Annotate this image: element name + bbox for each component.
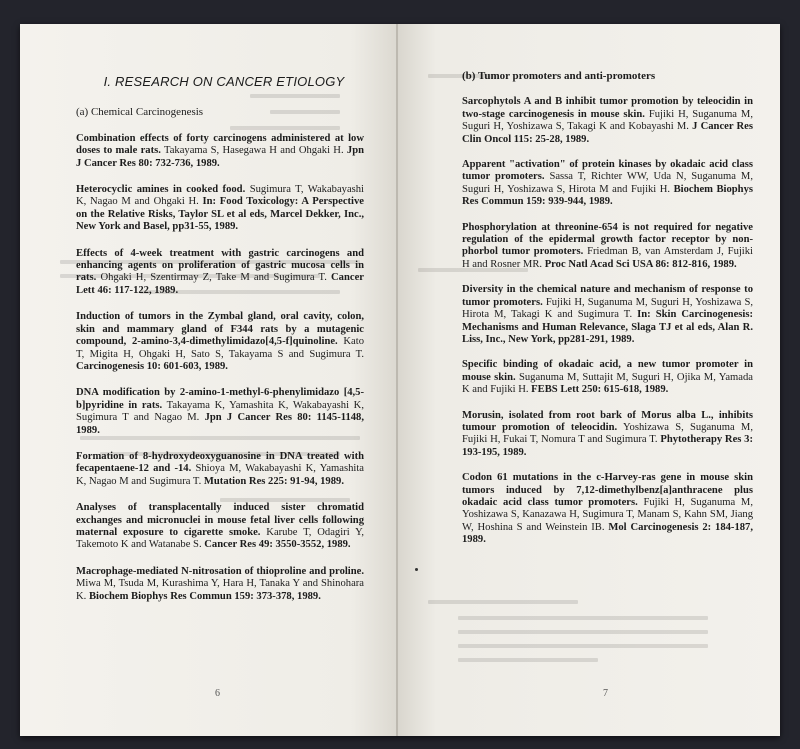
reference-entry xyxy=(76,387,364,437)
reference-entry xyxy=(76,184,364,234)
reference-title: Formation of 8-hydroxydeoxyguanosine in DNA treated with fecapentaene-12 and -14. xyxy=(76,450,364,475)
reference-title: Phosphorylation at threonine-654 is not required for negative regulation of the epidermal growth factor receptor by non-phorbol tumor promoters. xyxy=(462,221,753,258)
reference-title: Macrophage-mediated N-nitrosation of thioproline and proline. xyxy=(76,565,364,577)
stray-ink-dot xyxy=(415,568,418,571)
page-number-left: 6 xyxy=(215,688,220,699)
reference-title: Combination effects of forty carcinogens administered at low doses to male rats. xyxy=(76,132,364,157)
reference-authors: Ohgaki H, Szentirmay Z, Take M and Sugimura T. xyxy=(100,272,327,284)
reference-citation: Cancer Lett 46: 117-122, 1989. xyxy=(76,272,364,296)
page-number-right: 7 xyxy=(603,688,608,699)
right-page xyxy=(398,24,780,736)
reference-authors: Friedman B, van Amsterdam J, Fujiki H and Rosner MR. xyxy=(462,246,753,270)
reference-entry xyxy=(462,359,753,396)
reference-title: Effects of 4-week treatment with gastric carcinogens and enhancing agents on proliferation of gastric mucosa cells in rats. xyxy=(76,247,364,284)
reference-title: Sarcophytols A and B inhibit tumor promotion by teleocidin in two-stage carcinogenesis in mouse skin. xyxy=(462,96,753,120)
reference-citation: Biochem Biophys Res Commun 159: 939-944, 1989. xyxy=(462,183,753,208)
reference-entry xyxy=(462,472,753,546)
subheading-chemical-carcinogenesis: (a) Chemical Carcinogenesis xyxy=(76,106,204,119)
subheading-tumor-promoters: (b) Tumor promoters and anti-promoters xyxy=(462,70,656,82)
reference-title: Diversity in the chemical nature and mechanism of response to tumor promoters. xyxy=(462,284,753,308)
reference-authors: Kato T, Migita H, Ohgaki H, Sato S, Takayama S and Sugimura T. xyxy=(76,336,364,360)
reference-authors: Takayama S, Hasegawa H and Ohgaki H. xyxy=(164,145,344,157)
reference-entry xyxy=(76,133,364,170)
reference-authors: Miwa M, Tsuda M, Kurashima Y, Hara H, Tanaka Y and Shinohara K. xyxy=(76,578,364,602)
reference-title: DNA modification by 2-amino-1-methyl-6-phenylimidazo [4,5-b]pyridine in rats. xyxy=(76,387,364,411)
reference-citation: Cancer Res 49: 3550-3552, 1989. xyxy=(204,539,351,551)
reference-citation: FEBS Lett 250: 615-618, 1989. xyxy=(531,384,669,396)
right-page-content xyxy=(462,70,753,560)
reference-entry xyxy=(462,159,753,209)
reference-authors: Shioya M, Wakabayashi K, Yamashita K, Nagao M and Sugimura T. xyxy=(76,463,364,487)
reference-authors: Fujiki H, Suganuma M, Suguri H, Yoshizawa S, Takagi K and Kobayashi M. xyxy=(462,108,753,133)
reference-citation: Phytotherapy Res 3: 193-195, 1989. xyxy=(462,434,753,458)
reference-citation: Jpn J Cancer Res 80: 1145-1148, 1989. xyxy=(76,412,364,436)
reference-citation: In: Food Toxicology: A Perspective on the Relative Risks, Taylor SL et al eds, Marcel Dekker, Inc., New York and Basel, pp31-55, 1989. xyxy=(76,196,364,233)
reference-entry xyxy=(76,566,364,603)
reference-entry xyxy=(76,248,364,298)
reference-authors: Karube T, Odagiri Y, Takemoto K and Watanabe S. xyxy=(76,526,365,551)
reference-citation: Jpn J Cancer Res 80: 732-736, 1989. xyxy=(76,145,364,169)
reference-citation: Proc Natl Acad Sci USA 86: 812-816, 1989. xyxy=(544,258,737,270)
reference-title: Codon 61 mutations in the c-Harvey-ras gene in mouse skin tumors induced by 7,12-dimethylbenz[a]anthracene plus okadaic acid class tumor promoters. xyxy=(462,472,753,508)
reference-entry xyxy=(462,410,753,460)
booklet xyxy=(20,24,780,736)
left-page xyxy=(20,24,396,736)
reference-citation: Biochem Biophys Res Commun 159: 373-378, 1989. xyxy=(88,590,321,602)
reference-authors: Suganuma M, Suttajit M, Suguri H, Ojika M, Yamada K and Fujiki H. xyxy=(462,371,753,396)
reference-entry xyxy=(462,222,753,272)
reference-authors: Yoshizawa S, Suganuma M, Fujiki H, Fukai T, Nomura T and Sugimura T. xyxy=(462,421,753,446)
reference-citation: In: Skin Carcinogenesis: Mechanisms and Human Relevance, Slaga TJ et al eds, Alan R. Liss, Inc., New York, pp281-291, 1989. xyxy=(462,309,753,345)
reference-entry xyxy=(462,284,753,346)
reference-citation: Mol Carcinogenesis 2: 184-187, 1989. xyxy=(462,521,753,546)
reference-title: Apparent "activation" of protein kinases by okadaic acid class tumor promoters. xyxy=(462,159,753,183)
reference-entry xyxy=(76,502,364,552)
reference-citation: J Cancer Res Clin Oncol 115: 25-28, 1989. xyxy=(462,121,754,145)
reference-entry xyxy=(76,311,364,373)
reference-title: Induction of tumors in the Zymbal gland, oral cavity, colon, skin and mammary gland of F344 rats by a mutagenic compound, 2-amino-3,4-dimethylimidazo[4,5-f]quinoline. xyxy=(76,311,364,348)
reference-title: Heterocyclic amines in cooked food. xyxy=(76,184,246,196)
left-page-content xyxy=(76,76,364,617)
reference-authors: Sassa T, Richter WW, Uda N, Suganuma M, Suguri H, Yoshizawa S, Hirota M and Fujiki H. xyxy=(462,171,753,195)
reference-entry xyxy=(462,96,753,146)
reference-title: Analyses of transplacentally induced sister chromatid exchanges and micronuclei in mouse fetal liver cells following maternal exposure to cigarette smoke. xyxy=(76,502,364,538)
reference-title: Specific binding of okadaic acid, a new tumor promoter in mouse skin. xyxy=(462,359,753,383)
reference-title: Morusin, isolated from root bark of Morus alba L., inhibits tumour promotion of teleocidin. xyxy=(462,409,753,433)
reference-authors: Fujiki H, Suganuma M, Suguri H, Yoshizawa S, Hirota M, Takagi K and Sugimura T. xyxy=(462,296,753,321)
reference-citation: Mutation Res 225: 91-94, 1989. xyxy=(203,475,344,487)
reference-authors: Takayama K, Yamashita K, Wakabayashi K, Sugimura T and Nagao M. xyxy=(76,399,364,424)
reference-entry xyxy=(76,451,364,488)
reference-authors: Sugimura T, Wakabayashi K, Nagao M and Ohgaki H. xyxy=(76,184,365,208)
reference-citation: Carcinogenesis 10: 601-603, 1989. xyxy=(76,360,228,372)
section-title: I. RESEARCH ON CANCER ETIOLOGY xyxy=(103,74,345,89)
reference-authors: Fujiki H, Suganuma M, Yoshizawa S, Kanazawa H, Sugimura T, Manam S, Kahn SM, Jiang W, Hoshina S and Weinstein IB. xyxy=(462,496,753,533)
